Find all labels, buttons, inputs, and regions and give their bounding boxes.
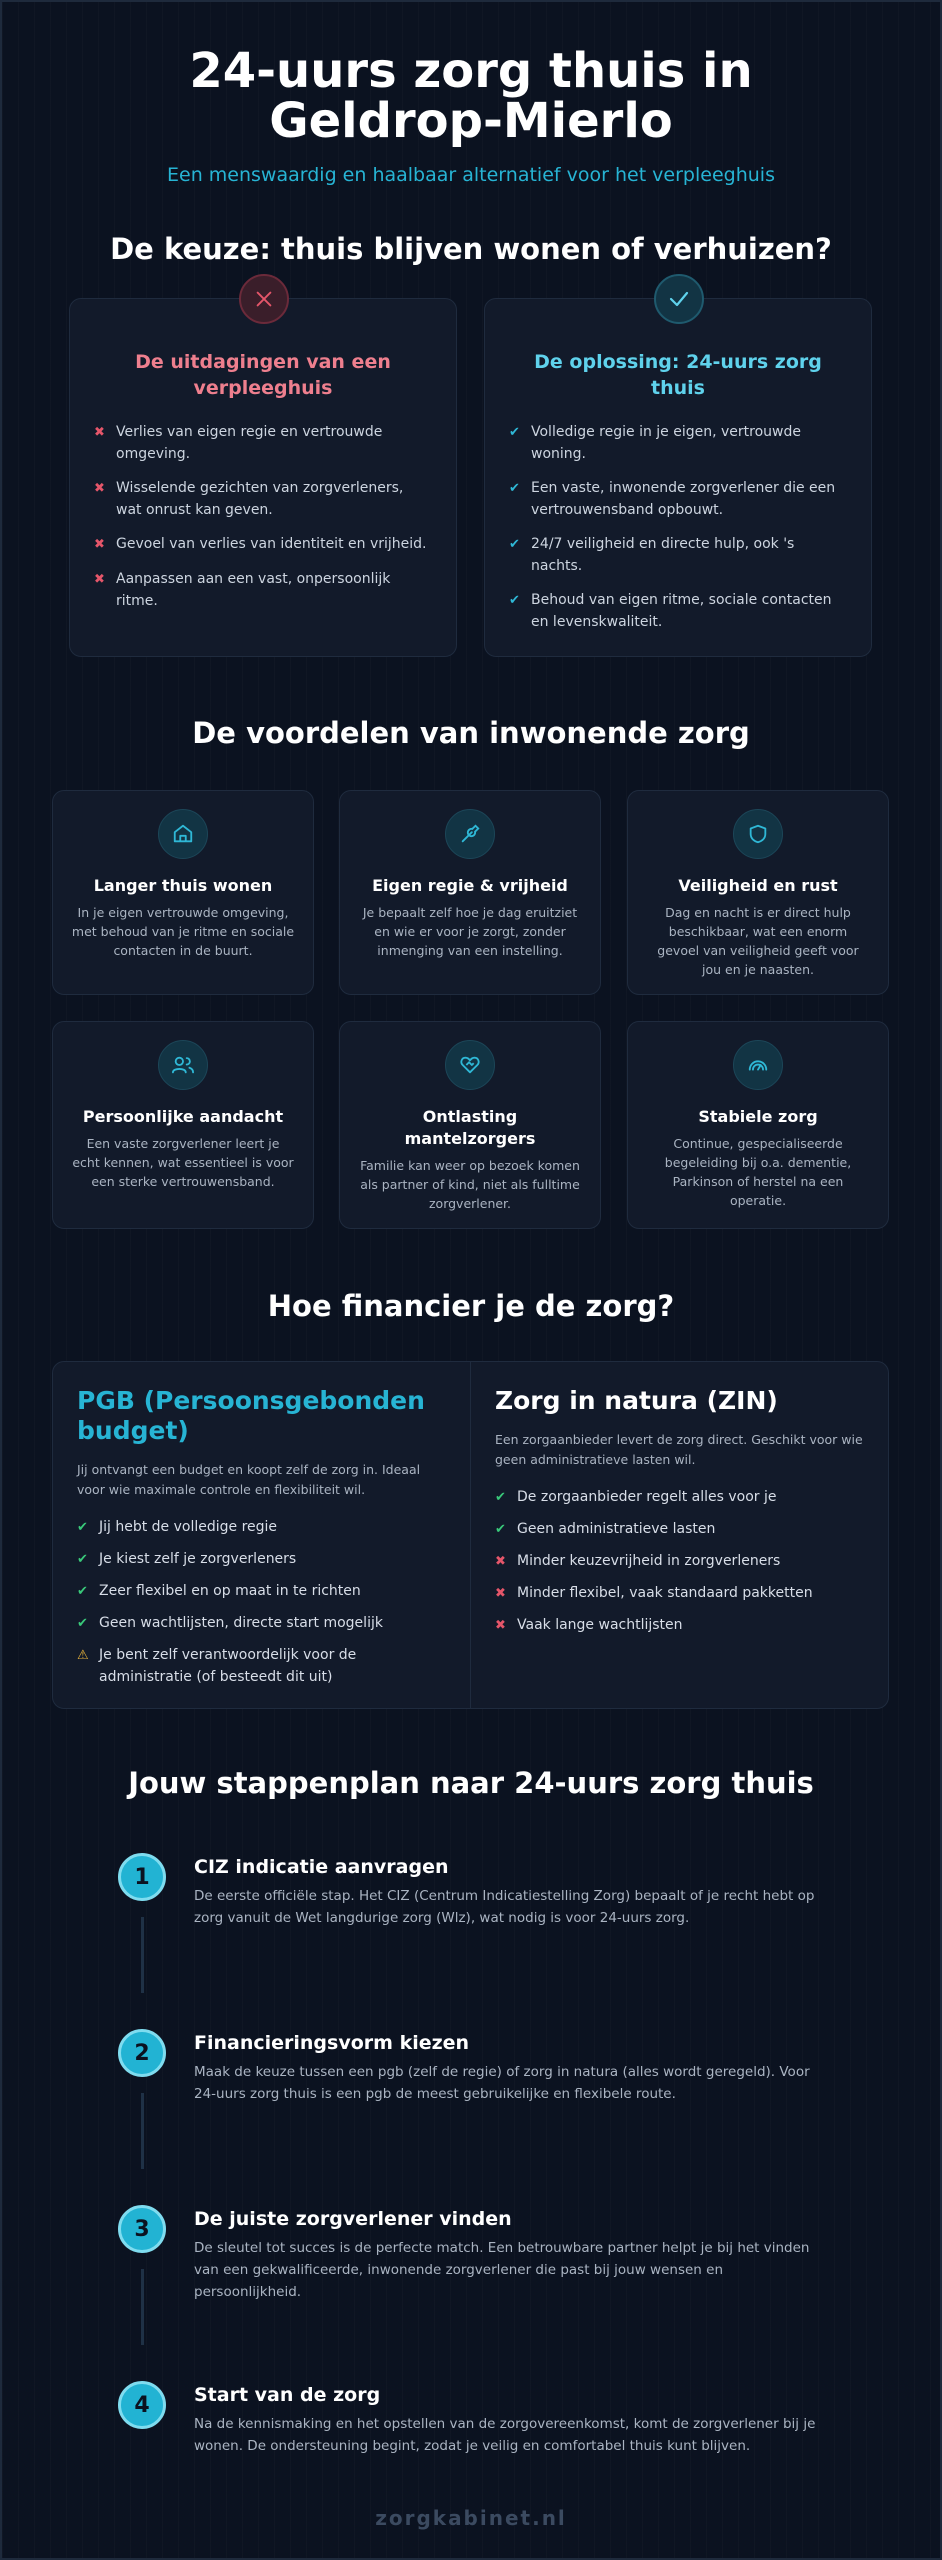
pgb-description: Jij ontvangt een budget en koopt zelf de zorg in. Ideaal voor wie maximale controle en flexibiliteit wil. — [77, 1462, 421, 1497]
benefit-card — [52, 1021, 314, 1229]
challenges-card — [69, 298, 457, 657]
list-item — [77, 1516, 446, 1539]
cross-icon: ✖ — [94, 481, 105, 496]
check-icon: ✔ — [509, 481, 520, 496]
benefit-title: Persoonlijke aandacht — [82, 1107, 284, 1126]
step-content — [194, 1855, 834, 1929]
benefit-card — [52, 790, 314, 995]
title-line-1: 24-uurs zorg thuis in — [189, 43, 753, 99]
step-title: De juiste zorgverlener vinden — [194, 2208, 512, 2230]
x-icon — [239, 274, 289, 324]
list-item-text: Geen administratieve lasten — [517, 1521, 716, 1537]
benefit-title: Stabiele zorg — [698, 1107, 818, 1126]
check-icon: ✔ — [77, 1616, 88, 1631]
check-icon: ✔ — [509, 537, 520, 552]
benefit-text: Continue, gespecialiseerde begeleiding bij o.a. dementie, Parkinson of herstel na een operatie. — [664, 1136, 852, 1208]
step-connector — [141, 1917, 144, 1993]
check-icon: ✔ — [495, 1490, 506, 1505]
list-item-text: Zeer flexibel en op maat in te richten — [99, 1583, 361, 1599]
step-text: De eerste officiële stap. Het CIZ (Centrum Indicatiestelling Zorg) bepaalt of je recht hebt op zorg vanuit de Wet langdurige zorg (Wlz), wat nodig is voor 24-uurs zorg. — [194, 1888, 815, 1926]
page-title — [0, 43, 942, 149]
benefits-section-title: De voordelen van inwonende zorg — [192, 716, 750, 750]
list-item-text: Vaak lange wachtlijsten — [517, 1617, 683, 1633]
list-item — [509, 421, 847, 465]
step-text: Na de kennismaking en het opstellen van de zorgovereenkomst, komt de zorgverlener bij je wonen. De ondersteuning begint, zodat je veilig en comfortabel thuis kunt blijven. — [194, 2416, 816, 2454]
solution-list — [485, 421, 871, 633]
list-item — [509, 533, 847, 577]
pgb-title: PGB (Persoonsgebonden budget) — [77, 1386, 425, 1445]
step-number: 2 — [118, 2029, 166, 2077]
list-item-text: Geen wachtlijsten, directe start mogelijk — [99, 1615, 383, 1631]
page-subtitle: Een menswaardig en haalbaar alternatief voor het verpleeghuis — [167, 164, 775, 186]
step-content — [194, 2031, 834, 2105]
benefit-text: Familie kan weer op bezoek komen als partner of kind, niet als fulltime zorgverlener. — [360, 1158, 580, 1211]
finance-card — [52, 1361, 889, 1709]
list-item — [509, 477, 847, 521]
pgb-column — [53, 1362, 471, 1708]
solution-card — [484, 298, 872, 657]
finance-section-title: Hoe financier je de zorg? — [267, 1289, 675, 1323]
cross-icon: ✖ — [94, 572, 105, 587]
check-icon: ✔ — [509, 425, 520, 440]
benefit-title: Eigen regie & vrijheid — [372, 876, 568, 895]
list-item-text: Volledige regie in je eigen, vertrouwde woning. — [531, 424, 801, 462]
step-content — [194, 2207, 834, 2303]
list-item-text: Minder flexibel, vaak standaard pakketten — [517, 1585, 813, 1601]
list-item — [77, 1644, 446, 1688]
list-item-text: Je bent zelf verantwoordelijk voor de administratie (of besteedt dit uit) — [99, 1647, 357, 1685]
benefit-text: Dag en nacht is er direct hulp beschikbaar, wat een enorm gevoel van veiligheid geeft voor jou en je naasten. — [657, 905, 859, 977]
choice-section-title: De keuze: thuis blijven wonen of verhuizen? — [110, 232, 832, 266]
list-item — [509, 589, 847, 633]
title-line-2: Geldrop-Mierlo — [269, 93, 673, 149]
hero — [0, 43, 942, 186]
benefit-text: Je bepaalt zelf hoe je dag eruitziet en wie er voor je zorgt, zonder inmenging van een instelling. — [362, 905, 578, 958]
benefit-text: In je eigen vertrouwde omgeving, met behoud van je ritme en sociale contacten in de buurt. — [71, 905, 295, 958]
benefit-title: Langer thuis wonen — [93, 876, 273, 895]
step-title: Financieringsvorm kiezen — [194, 2032, 470, 2054]
list-item — [94, 421, 432, 465]
cross-icon: ✖ — [495, 1586, 506, 1601]
benefit-card — [627, 1021, 889, 1229]
list-item-text: Wisselende gezichten van zorgverleners, wat onrust kan geven. — [116, 480, 404, 518]
step-title: CIZ indicatie aanvragen — [194, 1856, 449, 1878]
list-item-text: Aanpassen aan een vast, onpersoonlijk ritme. — [116, 571, 391, 609]
home-icon — [158, 809, 208, 859]
zin-title: Zorg in natura (ZIN) — [495, 1386, 778, 1415]
check-icon: ✔ — [509, 593, 520, 608]
list-item-text: Verlies van eigen regie en vertrouwde omgeving. — [116, 424, 383, 462]
benefit-card — [627, 790, 889, 995]
solution-title: De oplossing: 24-uurs zorg thuis — [534, 351, 822, 399]
list-item-text: Behoud van eigen ritme, sociale contacten en levenskwaliteit. — [531, 592, 832, 630]
step-content — [194, 2383, 834, 2457]
step-connector — [141, 2269, 144, 2345]
list-item — [495, 1518, 865, 1541]
wrench-icon — [445, 809, 495, 859]
challenges-list — [70, 421, 456, 612]
benefit-title: Veiligheid en rust — [678, 876, 838, 895]
heart-handshake-icon — [445, 1040, 495, 1090]
shield-icon — [733, 809, 783, 859]
benefit-card — [339, 790, 601, 995]
footer-brand[interactable]: zorgkabinet.nl — [375, 2506, 567, 2530]
step-number: 4 — [118, 2381, 166, 2429]
check-icon — [654, 274, 704, 324]
list-item-text: Een vaste, inwonende zorgverlener die een vertrouwensband opbouwt. — [531, 480, 836, 518]
check-icon: ✔ — [77, 1552, 88, 1567]
pgb-list — [77, 1516, 446, 1688]
list-item — [94, 533, 432, 556]
cross-icon: ✖ — [94, 537, 105, 552]
list-item-text: Jij hebt de volledige regie — [99, 1519, 278, 1535]
benefit-title: Ontlasting mantelzorgers — [404, 1107, 536, 1148]
step-text: Maak de keuze tussen een pgb (zelf de regie) of zorg in natura (alles wordt geregeld). Voor 24-uurs zorg thuis is een pgb de meest gebruikelijke en flexibele route. — [194, 2064, 810, 2102]
step-text: De sleutel tot succes is de perfecte match. Een betrouwbare partner helpt je bij het vinden van een gekwalificeerde, inwonende zorgverlener die past bij jouw wensen en persoonlijkheid. — [194, 2240, 810, 2300]
list-item — [94, 477, 432, 521]
list-item — [77, 1580, 446, 1603]
benefit-card — [339, 1021, 601, 1229]
gauge-icon — [733, 1040, 783, 1090]
zin-description: Een zorgaanbieder levert de zorg direct. Geschikt voor wie geen administratieve lasten wil. — [495, 1432, 863, 1467]
benefit-text: Een vaste zorgverlener leert je echt kennen, wat essentieel is voor een sterke vertrouwensband. — [72, 1136, 294, 1189]
cross-icon: ✖ — [495, 1618, 506, 1633]
list-item — [495, 1582, 865, 1605]
list-item — [77, 1612, 446, 1635]
list-item-text: 24/7 veiligheid en directe hulp, ook 's nachts. — [531, 536, 795, 574]
list-item-text: Minder keuzevrijheid in zorgverleners — [517, 1553, 781, 1569]
zin-column — [471, 1362, 889, 1708]
cross-icon: ✖ — [94, 425, 105, 440]
list-item — [495, 1550, 865, 1573]
step-title: Start van de zorg — [194, 2384, 381, 2406]
list-item-text: Je kiest zelf je zorgverleners — [99, 1551, 297, 1567]
list-item-text: De zorgaanbieder regelt alles voor je — [517, 1489, 777, 1505]
list-item — [495, 1614, 865, 1637]
step-number: 1 — [118, 1853, 166, 1901]
list-item-text: Gevoel van verlies van identiteit en vrijheid. — [116, 536, 427, 552]
challenges-title: De uitdagingen van een verpleeghuis — [135, 351, 391, 399]
check-icon: ✔ — [77, 1584, 88, 1599]
cross-icon: ✖ — [495, 1554, 506, 1569]
list-item — [495, 1486, 865, 1509]
users-icon — [158, 1040, 208, 1090]
warning-icon: ⚠ — [77, 1648, 89, 1663]
steps-section-title: Jouw stappenplan naar 24-uurs zorg thuis — [128, 1766, 814, 1800]
list-item — [77, 1548, 446, 1571]
zin-list — [495, 1486, 865, 1637]
step-connector — [141, 2093, 144, 2169]
list-item — [94, 568, 432, 612]
step-number: 3 — [118, 2205, 166, 2253]
check-icon: ✔ — [495, 1522, 506, 1537]
check-icon: ✔ — [77, 1520, 88, 1535]
